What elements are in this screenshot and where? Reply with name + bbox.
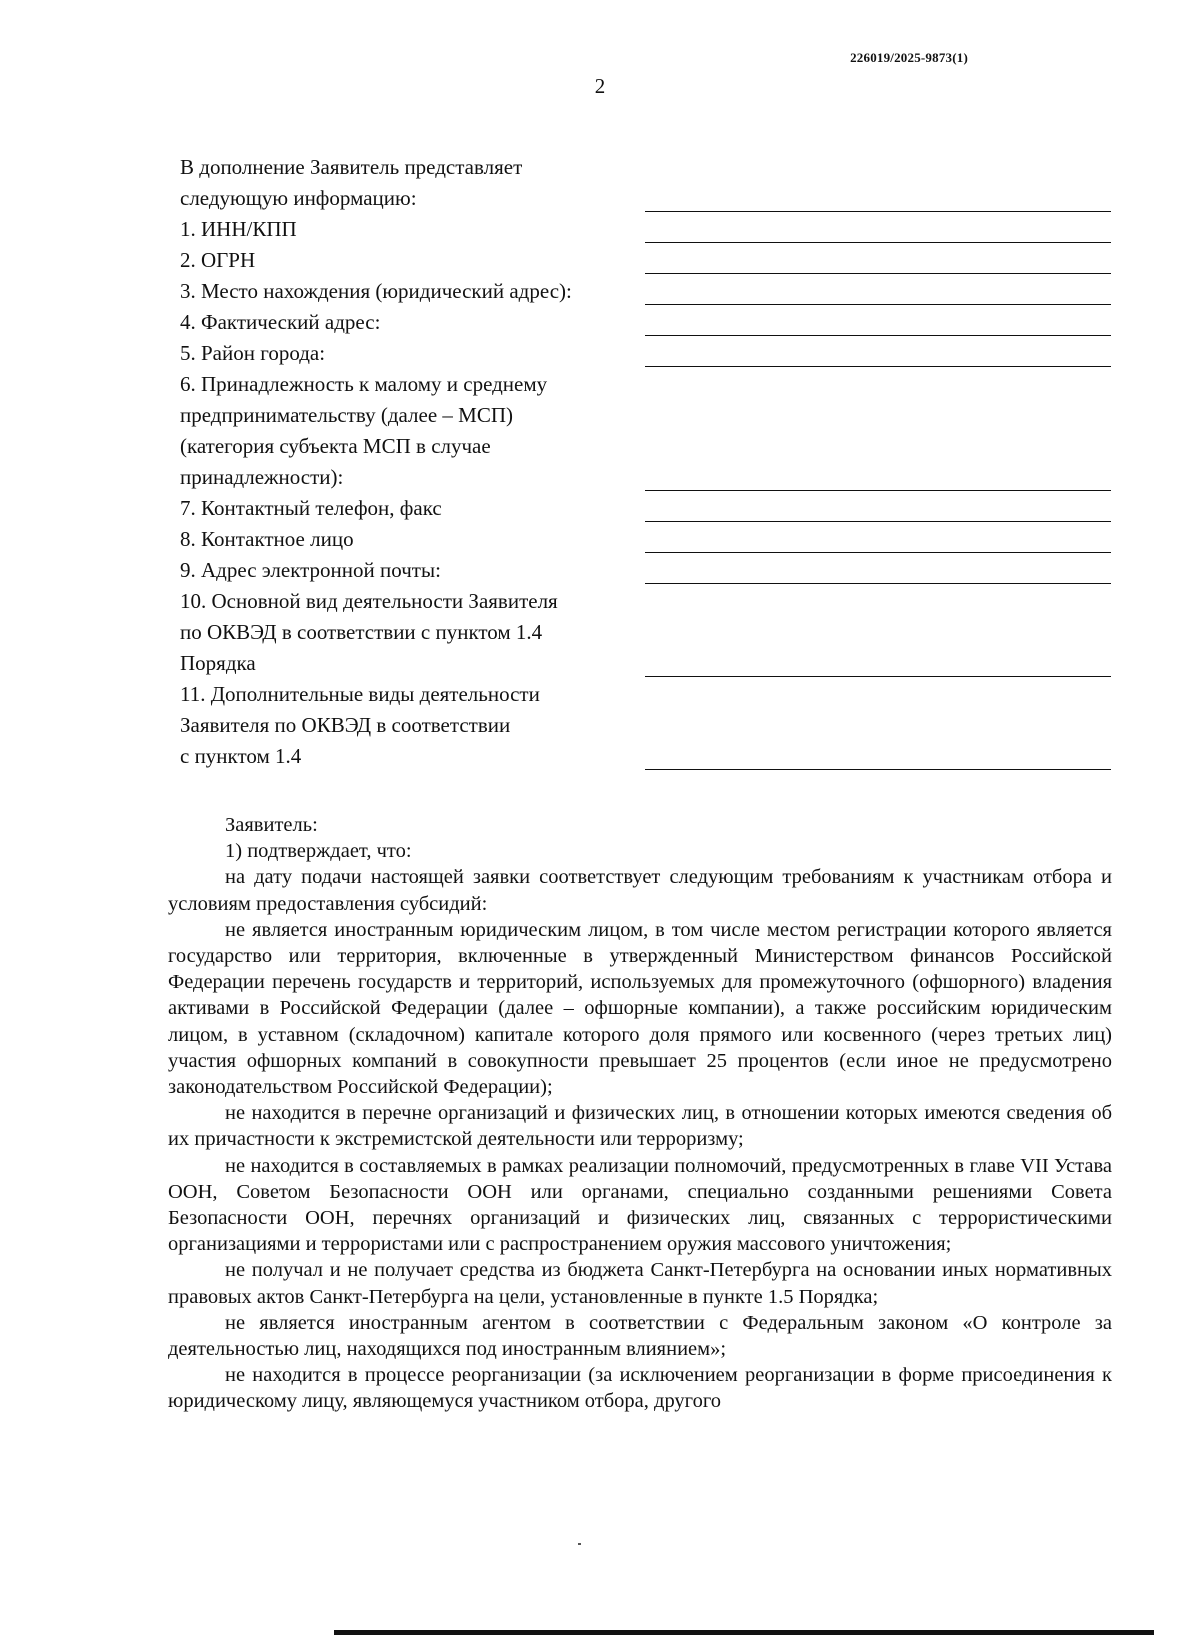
- form-row: [180, 214, 1112, 245]
- page-number: 2: [594, 74, 606, 98]
- scan-speck: [578, 1543, 581, 1545]
- form-field-blank-line[interactable]: [645, 304, 1111, 305]
- form-field-blank-line[interactable]: [645, 211, 1111, 212]
- form-field-label: (категория субъекта МСП в случае: [180, 434, 491, 458]
- form-row: [180, 338, 1112, 369]
- form-row: [180, 369, 1112, 400]
- form-row: [180, 493, 1112, 524]
- form-field-label: 11. Дополнительные виды деятельности: [180, 682, 540, 706]
- form-field-label: с пунктом 1.4: [180, 744, 302, 768]
- form-field-label: Заявителя по ОКВЭД в соответствии: [180, 713, 511, 737]
- form-field-blank-line[interactable]: [645, 242, 1111, 243]
- document-number: 226019/2025-9873(1): [850, 50, 968, 65]
- form-row: [180, 710, 1112, 741]
- form-row: [180, 462, 1112, 493]
- form-spacer: [645, 180, 1111, 181]
- form-field-blank-line[interactable]: [645, 335, 1111, 336]
- form-row: [180, 307, 1112, 338]
- form-row: [180, 152, 1112, 183]
- form-field-label: Порядка: [180, 651, 256, 675]
- applicant-info-form: [180, 152, 1112, 772]
- form-row: [180, 679, 1112, 710]
- form-field-label: следующую информацию:: [180, 186, 417, 210]
- form-field-label: 1. ИНН/КПП: [180, 217, 297, 241]
- form-row: [180, 524, 1112, 555]
- body-paragraph: не находится в процессе реорганизации (за исключением реорганизации в форме присоединения к юридическому лицу, являющемуся участником отбора, другого: [168, 1364, 1112, 1413]
- form-field-label: 9. Адрес электронной почты:: [180, 558, 441, 582]
- form-spacer: [645, 738, 1111, 739]
- form-row: [180, 586, 1112, 617]
- body-paragraph: не является иностранным агентом в соответствии с Федеральным законом «О контроле за деятельностью лиц, находящихся под иностранным влиянием»;: [168, 1311, 1112, 1361]
- form-row: [180, 617, 1112, 648]
- form-field-label: предпринимательству (далее – МСП): [180, 403, 513, 427]
- form-field-label: принадлежности):: [180, 465, 344, 489]
- form-spacer: [645, 428, 1111, 429]
- body-paragraph: 1) подтверждает, что:: [225, 840, 412, 863]
- form-field-label: по ОКВЭД в соответствии с пунктом 1.4: [180, 620, 543, 644]
- form-row: [180, 400, 1112, 431]
- form-field-blank-line[interactable]: [645, 490, 1111, 491]
- form-spacer: [645, 459, 1111, 460]
- form-field-blank-line[interactable]: [645, 676, 1111, 677]
- form-row: [180, 276, 1112, 307]
- form-field-label: 7. Контактный телефон, факс: [180, 496, 442, 520]
- body-paragraph: не получал и не получает средства из бюджета Санкт-Петербурга на основании иных нормативных правовых актов Санкт-Петербурга на цели, установленные в пункте 1.5 Порядка;: [168, 1259, 1112, 1308]
- form-field-label: 3. Место нахождения (юридический адрес):: [180, 279, 572, 303]
- form-field-blank-line[interactable]: [645, 583, 1111, 584]
- body-paragraph: на дату подачи настоящей заявки соответствует следующим требованиям к участникам отбора и условиям предоставления субсидий:: [168, 866, 1112, 915]
- form-field-blank-line[interactable]: [645, 552, 1111, 553]
- form-field-label: 8. Контактное лицо: [180, 527, 354, 551]
- form-field-label: 10. Основной вид деятельности Заявителя: [180, 589, 558, 613]
- form-row: [180, 183, 1112, 214]
- form-row: [180, 555, 1112, 586]
- applicant-confirmation-text: [168, 812, 1112, 1415]
- form-field-label: 2. ОГРН: [180, 248, 256, 272]
- form-row: [180, 741, 1112, 772]
- form-field-blank-line[interactable]: [645, 366, 1111, 367]
- body-paragraph: Заявитель:: [225, 814, 318, 836]
- form-field-label: 4. Фактический адрес:: [180, 310, 381, 334]
- form-field-label: В дополнение Заявитель представляет: [180, 155, 523, 179]
- body-paragraph: не является иностранным юридическим лицом, в том числе местом регистрации которого является государство или территория, включенные в утвержденный Министерством финансов Российской Федерации перечень государств и территорий, используемых для промежуточного (офшорного) владения активами в Российской Федерации (далее – офшорные компании), а также российским юридическим лицом, в уставном (складочном) капитале которого доля прямого или косвенного (через третьих лиц) участия офшорных компаний в совокупности превышает 25 процентов (если иное не предусмотрено законодательством Российской Федерации);: [168, 918, 1112, 1099]
- form-spacer: [645, 397, 1111, 398]
- form-spacer: [645, 645, 1111, 646]
- form-field-blank-line[interactable]: [645, 521, 1111, 522]
- form-row: [180, 245, 1112, 276]
- form-row: [180, 431, 1112, 462]
- form-field-blank-line[interactable]: [645, 769, 1111, 770]
- form-field-label: 6. Принадлежность к малому и среднему: [180, 372, 548, 396]
- page-bottom-edge: [334, 1630, 1154, 1635]
- form-spacer: [645, 707, 1111, 708]
- form-row: [180, 648, 1112, 679]
- body-paragraph: не находится в составляемых в рамках реализации полномочий, предусмотренных в главе VII Устава ООН, Советом Безопасности ООН или органами, специально созданными решениями Совета Безопасности ООН, перечнях организаций и физических лиц, связанных с террористическими организациями и террористами или с распространением оружия массового уничтожения;: [168, 1154, 1112, 1256]
- form-spacer: [645, 614, 1111, 615]
- body-paragraph: не находится в перечне организаций и физических лиц, в отношении которых имеются сведения об их причастности к экстремистской деятельности или терроризму;: [168, 1102, 1112, 1151]
- form-field-blank-line[interactable]: [645, 273, 1111, 274]
- form-field-label: 5. Район города:: [180, 341, 326, 365]
